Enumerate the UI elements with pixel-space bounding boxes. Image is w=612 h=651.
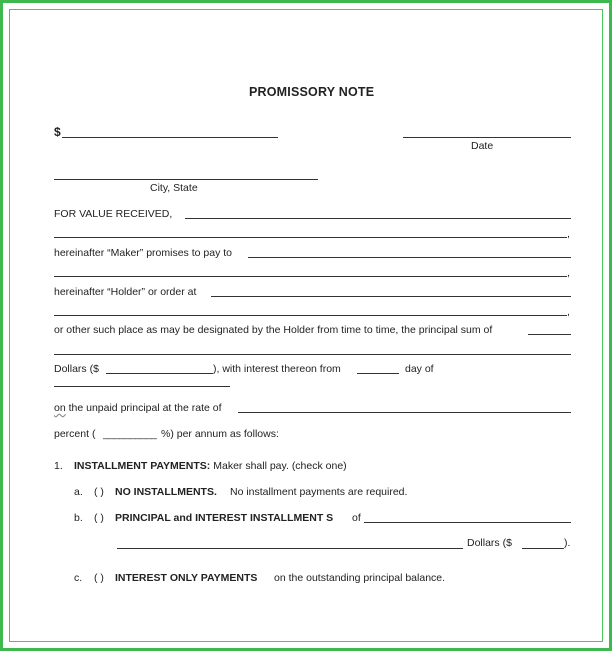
section-1-line <box>74 460 347 472</box>
option-a-letter: a. <box>74 486 83 498</box>
principal-sum-line[interactable] <box>528 334 571 335</box>
interest-month-line[interactable] <box>54 386 230 387</box>
date-field-line[interactable] <box>403 137 571 138</box>
option-b-dollars-close: ). <box>564 537 571 549</box>
unpaid-on-word: on <box>54 402 66 414</box>
holder-address-line[interactable] <box>211 296 571 297</box>
payee-name-line-2[interactable] <box>54 276 567 277</box>
option-b-letter: b. <box>74 512 83 524</box>
hereinafter-holder-text: hereinafter “Holder” or order at <box>54 286 197 298</box>
dollars-open-text: Dollars ($ <box>54 363 99 375</box>
option-c-letter: c. <box>74 572 83 584</box>
holder-address-line-2[interactable] <box>54 315 567 316</box>
unpaid-principal-text <box>54 402 222 414</box>
dollars-amount-line[interactable] <box>106 373 213 374</box>
interest-rate-line[interactable] <box>238 412 571 413</box>
option-b-checkbox[interactable]: ( ) <box>94 512 104 524</box>
option-b-heading: PRINCIPAL and INTEREST INSTALLMENT S <box>115 512 334 524</box>
option-c-checkbox[interactable]: ( ) <box>94 572 104 584</box>
payee-name-line[interactable] <box>248 257 571 258</box>
city-state-field-line[interactable] <box>54 179 318 180</box>
unpaid-rest-text: the unpaid principal at the rate of <box>65 402 222 414</box>
date-label: Date <box>471 140 494 152</box>
city-state-label: City, State <box>150 182 198 194</box>
option-a-checkbox[interactable]: ( ) <box>94 486 104 498</box>
principal-sum-line-2[interactable] <box>54 354 571 355</box>
day-of-text: day of <box>405 363 434 375</box>
document-title: PROMISSORY NOTE <box>249 85 375 99</box>
option-b-dollars-text: Dollars ($ <box>467 537 512 549</box>
dollar-sign: $ <box>54 125 61 139</box>
comma: , <box>567 228 570 240</box>
per-annum-text: %) per annum as follows: <box>161 428 279 440</box>
option-c-heading: INTEREST ONLY PAYMENTS <box>115 572 258 584</box>
comma: , <box>567 267 570 279</box>
section-1-number: 1. <box>54 460 63 472</box>
section-1-heading: INSTALLMENT PAYMENTS: <box>74 460 211 472</box>
interest-day-line[interactable] <box>357 373 399 374</box>
for-value-received-text: FOR VALUE RECEIVED, <box>54 208 173 220</box>
comma: , <box>567 306 570 318</box>
section-1-text: Maker shall pay. (check one) <box>210 460 347 472</box>
other-place-text: or other such place as may be designated by the Holder from time to time, the principal sum of <box>54 324 493 336</box>
option-a-heading: NO INSTALLMENTS. <box>115 486 217 498</box>
percent-open-text: percent ( <box>54 428 96 440</box>
percent-blank[interactable]: __________ <box>103 428 157 440</box>
option-c-text: on the outstanding principal balance. <box>274 572 446 584</box>
option-a-text: No installment payments are required. <box>230 486 408 498</box>
hereinafter-maker-text: hereinafter “Maker” promises to pay to <box>54 247 232 259</box>
amount-field-line[interactable] <box>62 137 278 138</box>
option-b-of-text: of <box>352 512 361 524</box>
installment-dollars-line[interactable] <box>522 548 564 549</box>
installment-words-line[interactable] <box>117 548 463 549</box>
interest-from-text: ), with interest thereon from <box>213 363 341 375</box>
maker-name-line-2[interactable] <box>54 237 567 238</box>
installment-amount-line[interactable] <box>364 522 571 523</box>
maker-name-line[interactable] <box>185 218 571 219</box>
